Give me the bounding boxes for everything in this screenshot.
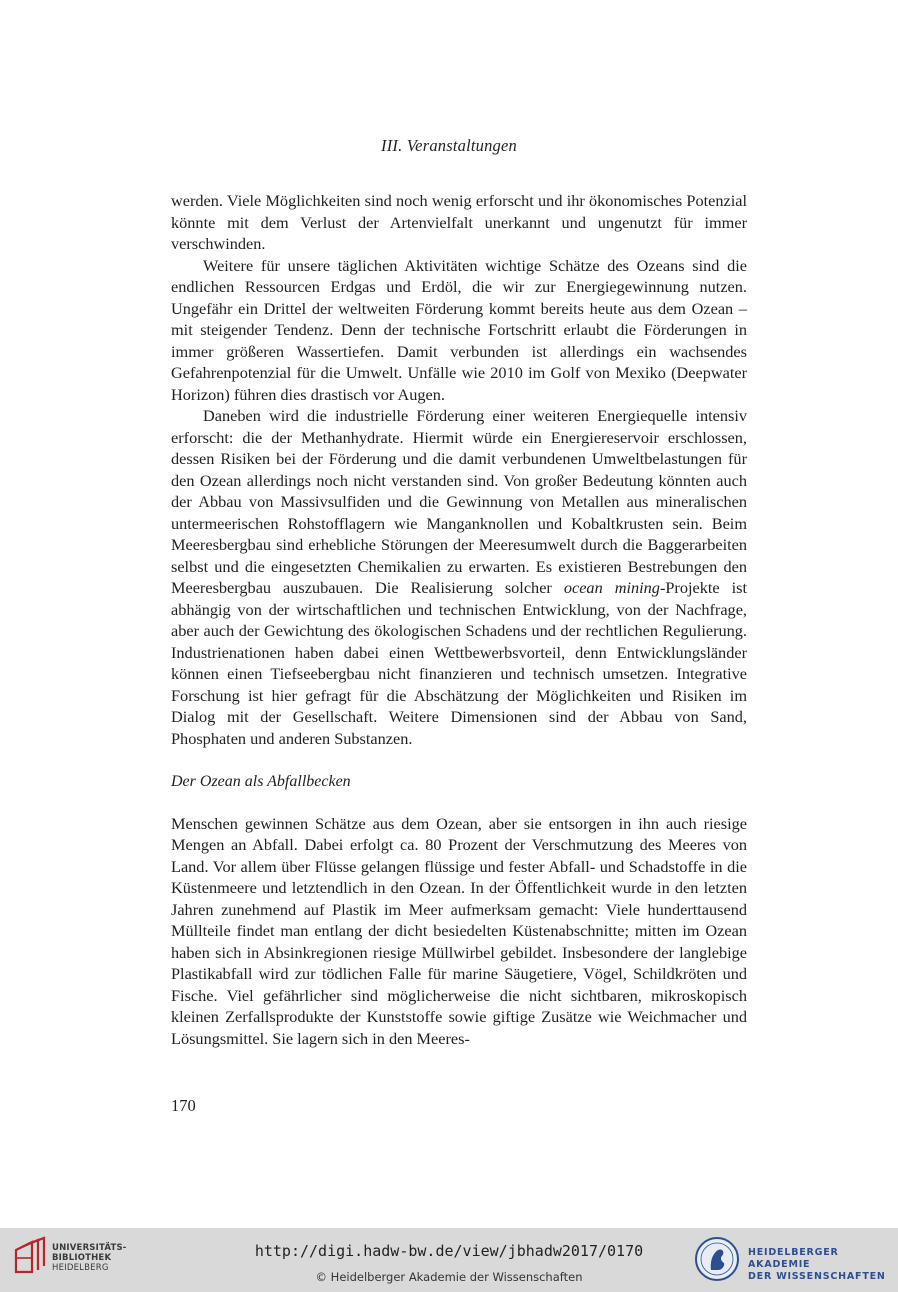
paragraph-text: Daneben wird die industrielle Förderung einer weiteren Energiequelle intensiv erforscht: die der Methanhydrate. Hiermit würde ein Energiereservoir erschlossen, dessen Risiken bei der Förderung und die damit verbundenen Umweltbelastungen für den Ozean allerdings noch nicht verstanden sind. Von großer Bedeutung könnten auch der Abbau von Massivsulfiden und die Gewinnung von Metallen aus mineralischen untermeerischen Rohstofflagern wie Manganknollen und Kobaltkrusten sein. Beim Meeresbergbau sind erhebliche Störungen der Meeresumwelt durch die Baggerarbeiten selbst und die eingesetzten Chemikalien zu erwarten. Es existieren Bestrebungen den Meeresbergbau auszubauen. Die Realisierung solcher	[171, 406, 747, 597]
hadw-line-2: DER WISSENSCHAFTEN	[748, 1271, 886, 1282]
footer-bar	[0, 1228, 898, 1292]
ub-line-1: UNIVERSITÄTS-	[52, 1243, 127, 1253]
paragraph: Weitere für unsere täglichen Aktivitäten wichtige Schätze des Ozeans sind die endlichen Ressourcen Erdgas und Erdöl, die wir zur Energiegewinnung nutzen. Ungefähr ein Drittel der weltweiten Förderung kommt bereits heute aus dem Ozean – mit steigender Tendenz. Denn der technische Fortschritt erlaubt die Förderungen in immer größeren Wassertiefen. Damit verbunden ist allerdings ein wachsendes Gefahrenpotenzial für die Umwelt. Unfälle wie 2010 im Golf von Mexiko (Deepwater Horizon) führen dies drastisch vor Augen.	[171, 255, 747, 404]
paragraph	[171, 405, 747, 749]
hadw-seal-icon	[694, 1236, 740, 1282]
footer-url-link[interactable]: http://digi.hadw-bw.de/view/jbhadw2017/0170	[254, 1242, 644, 1260]
paragraph: werden. Viele Möglichkeiten sind noch wenig erforscht und ihr ökonomisches Potenzial könnte mit dem Verlust der Artenvielfalt unerkannt und ungenutzt für immer verschwinden.	[171, 191, 747, 253]
section-heading: Der Ozean als Abfallbecken	[171, 773, 351, 790]
page-number: 170	[171, 1096, 196, 1115]
body-text	[171, 190, 747, 1049]
hadw-wordmark	[748, 1247, 898, 1283]
hadw-line-1: HEIDELBERGER AKADEMIE	[748, 1247, 839, 1270]
paragraph-text: -Projekte ist abhängig von der wirtschaftlichen und technischen Entwicklung, von der Nachfrage, aber auch der Gewichtung des ökologischen Schadens und der rechtlichen Regulierung. Industrienationen haben dabei einen Wettbewerbsvorteil, denn Entwicklungsländer können einen Tiefseebergbau nicht finanzieren und technisch umsetzen. Integrative Forschung ist hier gefragt für die Abschätzung der Möglichkeiten und Risiken im Dialog mit der Gesellschaft. Weitere Dimensionen sind der Abbau von Sand, Phosphaten und anderen Substanzen.	[171, 578, 747, 748]
emphasis-text: ocean mining	[563, 578, 660, 597]
footer-copyright: © Heidelberger Akademie der Wissenschaften	[315, 1270, 583, 1284]
paragraph: Menschen gewinnen Schätze aus dem Ozean, aber sie entsorgen in ihn auch riesige Mengen an Abfall. Dabei erfolgt ca. 80 Prozent der Verschmutzung des Meeres von Land. Vor allem über Flüsse gelangen flüssige und fester Abfall- und Schadstoffe in die Küstenmeere und letztendlich in den Ozean. In der Öffentlichkeit wurde in den letzten Jahren zunehmend auf Plastik im Meer aufmerksam gemacht: Viele hunderttausend Müllteile findet man entlang der dicht besiedelten Küstenabschnitte; mitten im Ozean haben sich in Absinkregionen riesige Müllwirbel gebildet. Insbesondere der langlebige Plastikabfall wird zur tödlichen Falle für marine Säugetiere, Vögel, Schildkröten und Fische. Viel gefährlicher sind möglicherweise die nicht sichtbaren, mikroskopisch kleinen Zerfallsprodukte der Kunststoffe sowie giftige Zusätze wie Weichmacher und Lösungsmittel. Sie lagern sich in den Meeres-	[171, 813, 747, 1048]
ub-line-3: HEIDELBERG	[52, 1263, 109, 1273]
ub-line-2: BIBLIOTHEK	[52, 1253, 112, 1263]
running-head: III. Veranstaltungen	[381, 136, 517, 155]
